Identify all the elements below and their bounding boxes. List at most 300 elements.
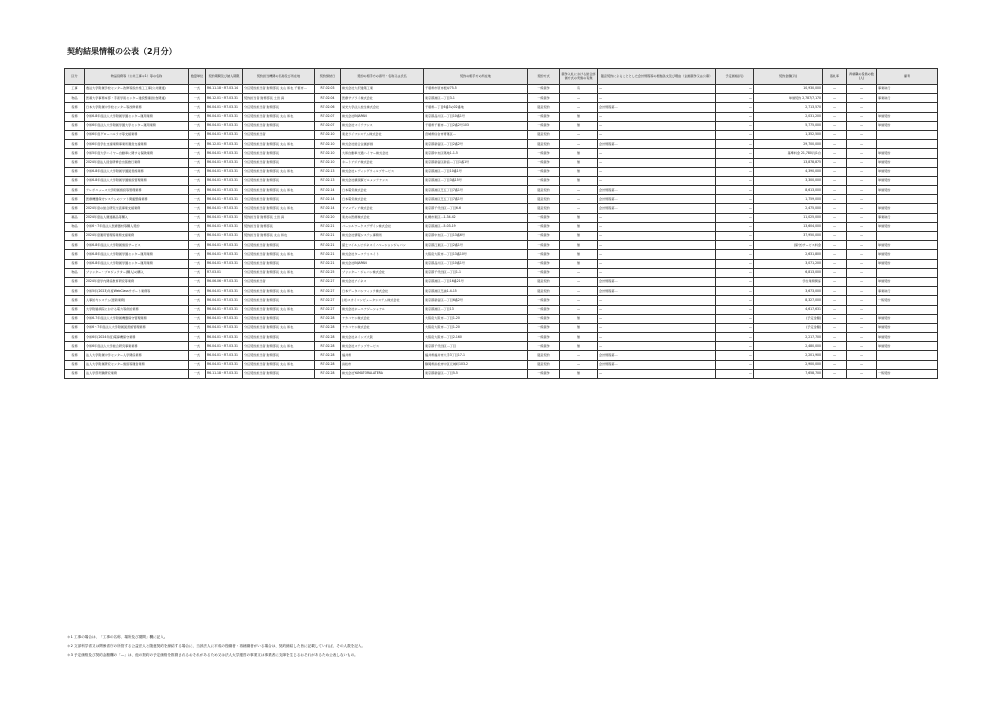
table-cell: 一式 (189, 112, 206, 121)
table-cell: ナカバヤシ株式会社 (341, 314, 424, 323)
table-cell: 2024年度学内関係教育研究等業務 (85, 277, 189, 286)
table-cell: 東京都港区芝浦1-4-15 (424, 287, 528, 296)
table-cell: — (716, 149, 754, 158)
table-cell: 一式 (189, 85, 206, 94)
column-header: 契約担当機関の名称及び所在地 (243, 69, 315, 85)
table-cell (877, 351, 938, 360)
table-row (65, 351, 938, 360)
table-cell (877, 140, 938, 149)
table-cell: 一式 (189, 277, 206, 286)
table-cell: 8,613,000 (754, 186, 823, 195)
table-cell: R7.02.21 (315, 241, 341, 250)
table-cell: 2024年度の総合研究交流事業支援業務 (85, 204, 189, 213)
table-cell: 4,390,000 (754, 167, 823, 176)
table-cell: 単価契約 (877, 186, 938, 195)
table-cell: 一般契約 (877, 369, 938, 378)
table-row (65, 186, 938, 195)
table-cell: — (716, 287, 754, 296)
table-cell: 東京都中央区…丁目13番6号 (424, 232, 528, 241)
table-cell: — (823, 342, 847, 351)
table-cell (877, 130, 938, 139)
table-cell: 有 (560, 85, 598, 94)
table-cell: R7.02.21 (315, 232, 341, 241)
table-cell: 10,930,000 (754, 85, 823, 94)
table-cell: 一式 (189, 176, 206, 185)
table-cell: R7.02.25 (315, 268, 341, 277)
table-cell: R7.02.04 (315, 94, 341, 103)
table-cell: 一般競争 (528, 323, 560, 332)
table-cell: 29,700,000 (754, 140, 823, 149)
table-cell (877, 360, 938, 369)
table-cell: — (847, 140, 877, 149)
table-cell: 役務 (65, 296, 85, 305)
table-cell: R7.02.10 (315, 140, 341, 149)
table-cell: — (560, 351, 598, 360)
table-row (65, 342, 938, 351)
column-header: 予定価格(円) (716, 69, 754, 85)
table-cell: R6.11.18～R7.03.31 (206, 369, 243, 378)
table-cell: — (598, 158, 716, 167)
table-cell: 会計規程第… (598, 140, 716, 149)
table-cell: — (598, 232, 716, 241)
table-cell: — (598, 241, 716, 250)
table-cell: R6.04.01～R7.03.31 (206, 287, 243, 296)
table-row (65, 85, 938, 94)
table-cell: 無 (560, 112, 598, 121)
table-cell: 法人大学附属研究センター施設等運営業務 (85, 360, 189, 369)
column-header: 契約の相手方の所在地 (424, 69, 528, 85)
table-cell: 2024年度法人経営研修会出張旅行業務 (85, 158, 189, 167)
table-cell: — (847, 112, 877, 121)
table-row (65, 167, 938, 176)
table-cell: 東京都港区…丁目10番1号 (424, 167, 528, 176)
table-cell: 分任契約担当者 財務部長 (243, 259, 315, 268)
table-cell: 静岡県浜松市中区元城町103-2 (424, 360, 528, 369)
table-cell: — (716, 112, 754, 121)
table-cell: — (716, 314, 754, 323)
table-cell: 単価契約 (877, 314, 938, 323)
table-cell: 契約担当者 財務部長 太山 和也 (243, 232, 315, 241)
table-cell: 大阪府大阪市…丁目1-20 (424, 323, 528, 332)
table-row (65, 250, 938, 259)
table-cell: 無 (560, 232, 598, 241)
table-cell: R6.12.01～R7.03.31 (206, 94, 243, 103)
table-cell: 37,950,000 (754, 232, 823, 241)
table-cell: 分任契約担当者 財務部長 (243, 149, 315, 158)
table-cell: — (598, 342, 716, 351)
table-cell: 2,713,570 (754, 103, 823, 112)
table-cell: R6.04.01～R7.03.31 (206, 314, 243, 323)
table-cell: — (823, 112, 847, 121)
table-cell: 令和6～7年度法人医療器材等購入契約 (85, 222, 189, 231)
table-cell: 会計規程第… (598, 360, 716, 369)
table-row (65, 232, 938, 241)
table-cell: 無 (560, 222, 598, 231)
column-header: 落札率 (823, 69, 847, 85)
table-cell: 役務 (65, 130, 85, 139)
table-cell: 工事 (65, 85, 85, 94)
table-cell: — (716, 213, 754, 222)
table-cell: — (847, 121, 877, 130)
table-cell: 一般競争 (528, 314, 560, 323)
table-cell: 単価契約 (877, 176, 938, 185)
table-cell: 5,775,000 (754, 121, 823, 130)
table-cell: 2,475,000 (754, 204, 823, 213)
table-cell: ナカバヤシ株式会社 (341, 323, 424, 332)
table-cell: 一式 (189, 130, 206, 139)
table-cell: R7.02.10 (315, 158, 341, 167)
table-cell: 栄光大学法人校生株式会社 (341, 103, 424, 112)
table-cell: 無 (560, 342, 598, 351)
table-cell: 随意契約 (528, 130, 560, 139)
table-cell: 役務 (65, 342, 85, 351)
table-cell: 一般競争 (528, 250, 560, 259)
table-cell: 11,025,000 (754, 213, 823, 222)
table-row (65, 314, 938, 323)
table-cell: 一式 (189, 342, 206, 351)
table-cell: 一式 (189, 287, 206, 296)
page-title: 契約結果情報の公表（2月分） (67, 47, 177, 56)
table-cell: 役務 (65, 360, 85, 369)
table-cell: R6.04.01～R7.03.31 (206, 112, 243, 121)
table-cell: — (716, 323, 754, 332)
table-cell: — (823, 287, 847, 296)
table-cell: R7.02.06 (315, 103, 341, 112)
table-cell: — (847, 296, 877, 305)
table-cell: 東北ライフシステム株式会社 (341, 130, 424, 139)
table-cell: — (598, 323, 716, 332)
table-cell: 東京都中央区築地1-1-5 (424, 149, 528, 158)
table-cell: — (560, 360, 598, 369)
table-cell: 分任契約担当者 財務部長 (243, 314, 315, 323)
table-cell: 一式 (189, 158, 206, 167)
table-cell: 役務 (65, 277, 85, 286)
table-cell: 大和自動車交通ハイヤー株式会社 (341, 149, 424, 158)
table-cell: 無 (560, 314, 598, 323)
table-cell: — (847, 250, 877, 259)
table-cell: 3,673,000 (754, 287, 823, 296)
table-cell: 分任契約担当者 財務部長 太山 和也 (243, 186, 315, 195)
table-cell: 一式 (189, 204, 206, 213)
table-cell: — (847, 195, 877, 204)
column-header: 契約締結日 (315, 69, 341, 85)
table-cell: — (823, 232, 847, 241)
table-cell: 役務 (65, 204, 85, 213)
contract-table (64, 68, 938, 379)
table-cell: — (598, 176, 716, 185)
table-cell: — (560, 130, 598, 139)
table-cell: 随意契約 (528, 360, 560, 369)
table-row (65, 158, 938, 167)
table-header-row (65, 69, 938, 85)
table-cell: 分任契約担当者 財務部長 (243, 351, 315, 360)
table-cell: 東京都港区芝五丁目7番1号 (424, 186, 528, 195)
table-cell: R7.02.14 (315, 195, 341, 204)
table-cell: 令和6年(2024年度)電算機保守業務 (85, 333, 189, 342)
table-row (65, 305, 938, 314)
table-cell: 無 (560, 167, 598, 176)
table-cell: R6.04.01～R7.03.31 (206, 250, 243, 259)
table-cell: キートアジア株式会社 (341, 158, 424, 167)
table-cell: — (560, 103, 598, 112)
table-cell: — (823, 149, 847, 158)
table-cell: — (823, 176, 847, 185)
table-cell: 3,071,200 (754, 259, 823, 268)
table-cell: R6.04.01～R7.03.31 (206, 360, 243, 369)
table-cell: 株式会社INJAPAN (341, 259, 424, 268)
table-cell: 株式会社大沢建築工業 (341, 85, 424, 94)
table-cell: — (716, 204, 754, 213)
table-cell: R7.02.21 (315, 250, 341, 259)
table-row (65, 241, 938, 250)
table-cell: 単価契約 (877, 167, 938, 176)
table-cell: 分任契約担当者 財務部長 (243, 121, 315, 130)
table-cell: 千葉県…丁目6番3の02番地 (424, 103, 528, 112)
table-cell: — (716, 277, 754, 286)
table-cell: 令和6-8年度法人大学附属学園施設管理業務 (85, 176, 189, 185)
table-row (65, 287, 938, 296)
table-cell: 無 (560, 213, 598, 222)
table-cell: 単価契約 (877, 333, 938, 342)
table-cell: — (847, 176, 877, 185)
table-cell: 分任契約担当者 (243, 130, 315, 139)
table-cell: 一般競争 (528, 112, 560, 121)
table-cell: 人事給与システム(更新業務) (85, 296, 189, 305)
table-cell: 分任契約担当者 財務部長 太山 和也 (243, 268, 315, 277)
table-cell: — (716, 176, 754, 185)
table-cell: R7.02.14 (315, 186, 341, 195)
table-cell: 一式 (189, 121, 206, 130)
table-row (65, 333, 938, 342)
table-cell: 一般競争 (528, 369, 560, 378)
table-cell: 随意契約 (528, 287, 560, 296)
table-cell: — (560, 140, 598, 149)
table-cell: 大阪府大阪市…丁目1-20 (424, 314, 528, 323)
table-cell: — (847, 259, 877, 268)
table-cell: — (823, 195, 847, 204)
table-cell: R6.04.01～R7.03.31 (206, 195, 243, 204)
table-cell: 浜松市 (341, 360, 424, 369)
table-cell: R7.03.01 (206, 268, 243, 277)
table-cell: 東友の医療株式会社 (341, 213, 424, 222)
table-cell: 株式会社アイネス (341, 277, 424, 286)
table-cell: 4,617,631 (754, 305, 823, 314)
table-cell: 株式会社レディングウィルプサービス (341, 167, 424, 176)
table-cell: R6.11.18～R7.03.14 (206, 85, 243, 94)
table-cell: — (598, 296, 716, 305)
table-cell: — (823, 158, 847, 167)
table-cell: 一式 (189, 213, 206, 222)
table-cell: 2,631,800 (754, 250, 823, 259)
table-cell: — (598, 149, 716, 158)
table-cell: R7.02.03 (315, 85, 341, 94)
table-cell: 宮城県仙台市青葉区… (424, 130, 528, 139)
table-cell: R6.04.01～R7.03.31 (206, 351, 243, 360)
table-cell: — (716, 241, 754, 250)
table-cell: — (847, 268, 877, 277)
table-cell: 会計規程第… (598, 287, 716, 296)
table-cell: — (716, 103, 754, 112)
table-cell: 医薬大学事務本部・手術学術センター建設整備(給食関連) (85, 94, 189, 103)
table-cell: 事業執行 (877, 94, 938, 103)
table-cell: 単価契約 2,787/7,170 (754, 94, 823, 103)
table-cell: — (598, 213, 716, 222)
table-cell: R6.04.01～R7.03.31 (206, 259, 243, 268)
table-cell: R6.04.01～R7.03.31 (206, 103, 243, 112)
table-cell: — (560, 277, 598, 286)
table-cell: R6.04.01～R7.03.31 (206, 167, 243, 176)
table-cell: — (823, 167, 847, 176)
table-cell: プリンター・ジャパン株式会社 (341, 268, 424, 277)
table-cell: 2,217,700 (754, 333, 823, 342)
table-cell: 役務 (65, 241, 85, 250)
table-cell: — (823, 241, 847, 250)
table-cell: — (823, 222, 847, 231)
table-cell: 一式 (189, 167, 206, 176)
table-cell: R7.02.10 (315, 149, 341, 158)
table-cell: 株式会社YAMATORALATERA (341, 369, 424, 378)
table-cell: — (716, 296, 754, 305)
table-cell: 随意契約 (528, 103, 560, 112)
table-cell: (保守)サービス料金 (754, 241, 823, 250)
table-cell: 役務 (65, 176, 85, 185)
table-cell: 大阪府大阪市…丁目13番10号 (424, 250, 528, 259)
table-cell: 13,604,000 (754, 222, 823, 231)
table-cell: 単価契約 (877, 277, 938, 286)
table-cell: 株式会社INJAPAN (341, 112, 424, 121)
table-cell: R7.02.21 (315, 259, 341, 268)
table-cell: 東京都港区…丁目3番15号 (424, 176, 528, 185)
table-cell: — (716, 250, 754, 259)
table-cell: 分任契約担当者 財務部長 太山 和也 (243, 287, 315, 296)
table-cell: 千葉県千葉市…丁目2番2号103 (424, 121, 528, 130)
table-cell: 一般競争 (528, 241, 560, 250)
column-header: 数量単位 (189, 69, 206, 85)
table-row (65, 213, 938, 222)
table-cell: 一般契約 (877, 296, 938, 305)
table-cell: 令和5年度大学ハイヤー自動車に関する保険業務 (85, 149, 189, 158)
table-cell: 一式 (189, 360, 206, 369)
table-cell: 一式 (189, 241, 206, 250)
table-cell: 一般競争 (528, 94, 560, 103)
table-cell: 一般競争 (528, 259, 560, 268)
table-cell: 一式 (189, 232, 206, 241)
table-cell: 医療サプライ株式会社 (341, 94, 424, 103)
table-cell: 一式 (189, 140, 206, 149)
table-cell: 一般競争 (528, 176, 560, 185)
table-cell: 令和6年度グローバルラボ等支援業務 (85, 130, 189, 139)
table-cell: 分任契約担当者 財務部長 (243, 241, 315, 250)
table-cell: 一般競争 (528, 149, 560, 158)
table-cell: 株式会社ステップサービス (341, 342, 424, 351)
table-cell: 役務 (65, 140, 85, 149)
table-cell: — (847, 149, 877, 158)
table-cell: — (598, 305, 716, 314)
table-cell: 法人大学附属中学センター入学関係業務 (85, 351, 189, 360)
table-cell: 東京都千代田区…丁目1-1 (424, 268, 528, 277)
table-cell: R7.02.27 (315, 305, 341, 314)
table-cell: 2024年度運用管理等業務支援業務 (85, 232, 189, 241)
table-cell: 役務 (65, 351, 85, 360)
table-row (65, 360, 938, 369)
table-cell: R6.04.01～R7.03.31 (206, 158, 243, 167)
table-cell: 千葉県市原市根岸75-5 (424, 85, 528, 94)
table-cell: 一式 (189, 314, 206, 323)
table-cell: 一式 (189, 351, 206, 360)
table-cell: R7.02.07 (315, 121, 341, 130)
table-cell: R6.04.01～R7.03.31 (206, 222, 243, 231)
table-cell: 役務 (65, 149, 85, 158)
table-cell: — (847, 351, 877, 360)
table-cell: — (823, 94, 847, 103)
table-cell: 会計規程第… (598, 186, 716, 195)
table-cell: 物品 (65, 94, 85, 103)
table-row (65, 94, 938, 103)
table-cell: 2024年度法人調達薬品等購入 (85, 213, 189, 222)
table-cell: 東京都千代田区…丁目6-6 (424, 204, 528, 213)
table-cell: 東京都港区芝五丁目7番1号 (424, 195, 528, 204)
table-cell: — (847, 158, 877, 167)
table-cell: 役務 (65, 250, 85, 259)
table-cell: (予定金額) (754, 323, 823, 332)
table-cell: — (847, 314, 877, 323)
table-cell: — (823, 130, 847, 139)
table-row (65, 130, 938, 139)
table-cell: R6.04.01～R7.03.31 (206, 204, 243, 213)
table-cell: 役務 (65, 121, 85, 130)
table-cell: R7.02.28 (315, 333, 341, 342)
table-cell: — (823, 369, 847, 378)
table-cell: 東京都新宿区…丁目5-5 (424, 369, 528, 378)
table-cell: 一般競争 (528, 213, 560, 222)
table-cell: パーシルワークスデザイン株式会社 (341, 222, 424, 231)
table-cell: 分任契約担当者 財務部長 (243, 103, 315, 112)
table-cell: 2,031,200 (754, 112, 823, 121)
table-cell: 分任契約担当者 財務部長 太山 和也 (243, 305, 315, 314)
table-cell: 分任契約担当者 財務部長 (243, 333, 315, 342)
table-cell: — (823, 323, 847, 332)
column-header: 契約期間及び納入期限 (206, 69, 243, 85)
table-cell: — (847, 186, 877, 195)
table-cell: — (598, 167, 716, 176)
column-header: 契約の相手方の商号・名称又は氏名 (341, 69, 424, 85)
table-cell: — (847, 167, 877, 176)
table-cell: — (598, 268, 716, 277)
table-cell: 東京都新宿区…丁目6番2号 (424, 296, 528, 305)
table-cell: — (716, 342, 754, 351)
table-cell: — (598, 121, 716, 130)
table-cell: 薬品 (65, 213, 85, 222)
table-cell: 会計規程第… (598, 195, 716, 204)
table-cell: 2,201,900 (754, 351, 823, 360)
table-cell: 役務 (65, 259, 85, 268)
table-cell: R7.02.28 (315, 314, 341, 323)
table-row (65, 176, 938, 185)
table-cell: 単価契約 (877, 222, 938, 231)
table-cell: R6.04.01～R7.03.31 (206, 232, 243, 241)
table-cell: 一式 (189, 149, 206, 158)
table-cell: R6.04.01～R7.03.31 (206, 296, 243, 305)
table-cell: — (598, 112, 716, 121)
table-cell: 一般競争 (528, 296, 560, 305)
table-cell: 役務 (65, 186, 85, 195)
table-cell: — (560, 94, 598, 103)
table-cell: 2,900,000 (754, 360, 823, 369)
table-cell: 分任契約担当者 財務部長 太山 和也 (243, 360, 315, 369)
table-row (65, 268, 938, 277)
table-cell: 役務 (65, 167, 85, 176)
table-cell: 契約担当者 財務部長 (243, 222, 315, 231)
